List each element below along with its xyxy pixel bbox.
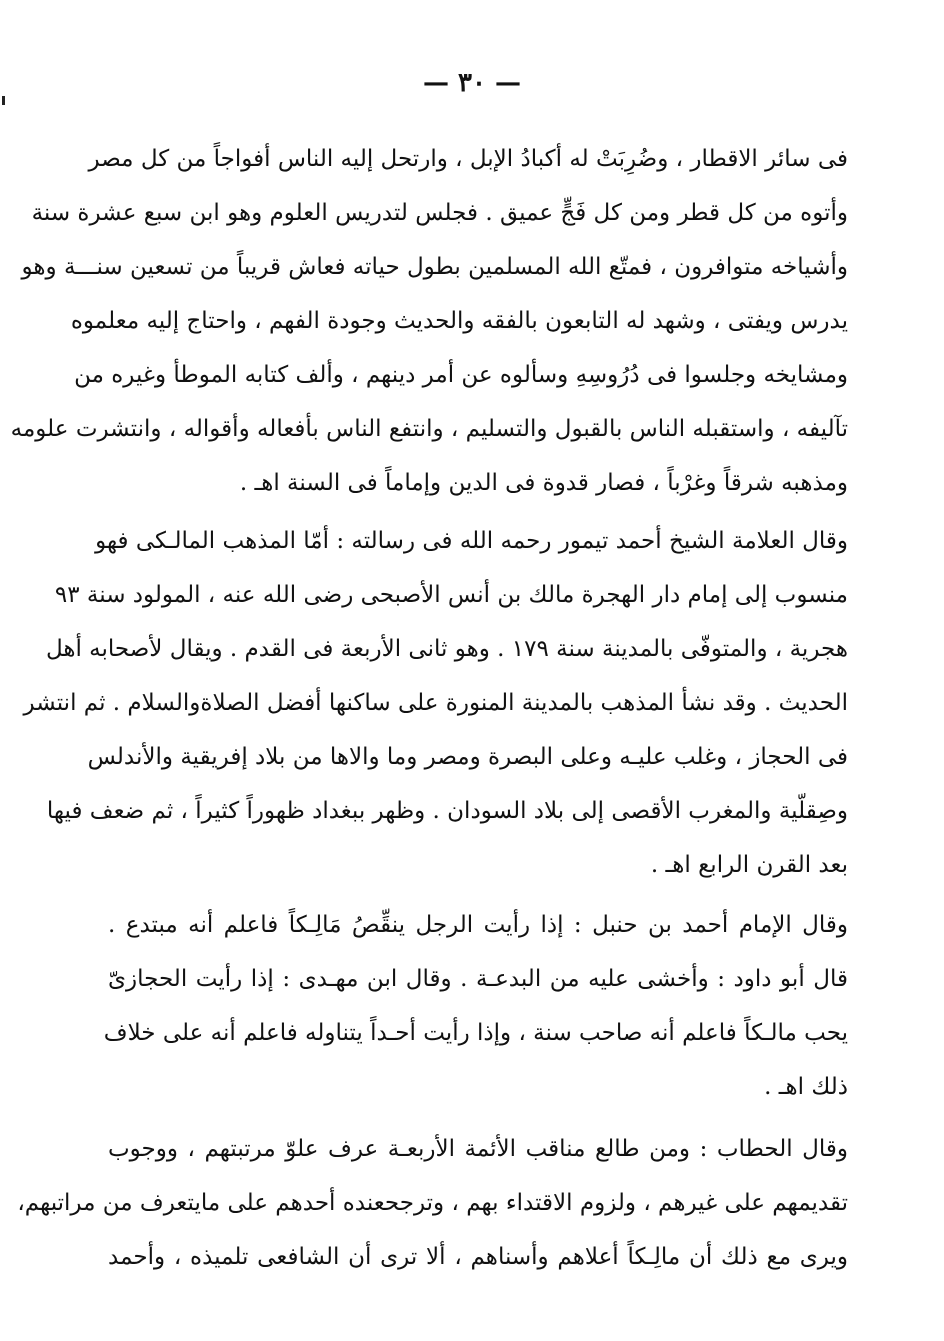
text-line: ومذهبه شرقاً وغرْباً ، فصار قدوة فى الدين وإماماً فى السنة اهـ .: [239, 470, 848, 496]
text-line: وقال الإمام أحمد بن حنبل : إذا رأيت الرجل ينقِّصُ مَالِـكاً فاعلم أنه مبتدع .: [108, 912, 848, 938]
body-text: [10, 132, 848, 1284]
text-line: هجرية ، والمتوفّى بالمدينة سنة ١٧٩ . وهو ثانى الأربعة فى القدم . ويقال لأصحابه أهل: [45, 636, 848, 662]
text-line: وقال العلامة الشيخ أحمد تيمور رحمه الله فى رسالته : أمّا المذهب المالـكى فهو: [95, 528, 848, 554]
page-number: — ٣٠ —: [422, 68, 522, 98]
text-line: تقديمهم على غيرهم ، ولزوم الاقتداء بهم ، وترجحعنده أحدهم على مايتعرف من مراتبهم،: [17, 1190, 848, 1216]
text-line: ومشايخه وجلسوا فى دُرُوسِهِ وسألوه عن أمر دينهم ، وألف كتابه الموطأ وغيره من: [74, 362, 848, 388]
paragraph-3: [103, 898, 848, 1114]
text-line: فى الحجاز ، وغلب عليـه وعلى البصرة ومصر وما والاها من بلاد إفريقية والأندلس: [87, 744, 848, 770]
text-line: ذلك اهـ .: [764, 1074, 848, 1100]
paragraph-4: [17, 1122, 848, 1284]
text-line: وأشياخه متوافرون ، فمتّع الله المسلمين بطول حياته فعاش قريباً من تسعين سنـــة وهو: [21, 254, 848, 280]
text-line: الحديث . وقد نشأ المذهب بالمدينة المنورة على ساكنها أفضل الصلاةوالسلام . ثم انتشر: [23, 690, 848, 716]
paragraph-2: [23, 514, 848, 892]
text-line: قال أبو داود : وأخشى عليه من البدعـة . وقال ابن مهـدى : إذا رأيت الحجازىّ: [108, 966, 848, 992]
text-line: وأتوه من كل قطر ومن كل فَجٍّ عميق . فجلس لتدريس العلوم وهو ابن سبع عشرة سنة: [31, 200, 848, 226]
text-line: بعد القرن الرابع اهـ .: [650, 852, 848, 878]
text-line: وقال الحطاب : ومن طالع مناقب الأئمة الأربعـة عرف علوّ مرتبتهم ، ووجوب: [108, 1136, 848, 1162]
text-line: فى سائر الاقطار ، وضُرِبَتْ له أكبادُ الإبل ، وارتحل إليه الناس أفواجاً من كل مصر: [88, 146, 848, 172]
text-line: منسوب إلى إمام دار الهجرة مالك بن أنس الأصبحى رضى الله عنه ، المولود سنة ٩٣: [54, 582, 848, 608]
text-line: ويرى مع ذلك أن مالِـكاً أعلاهم وأسناهم ، ألا ترى أن الشافعى تلميذه ، وأحمد: [108, 1244, 848, 1270]
text-line: تآليفه ، واستقبله الناس بالقبول والتسليم ، وانتفع الناس بأفعاله وأقواله ، وانتشرت علومه: [10, 416, 848, 442]
text-line: وصِقلّية والمغرب الأقصى إلى بلاد السودان . وظهر ببغداد ظهوراً كثيراً ، ثم ضعف فيها: [46, 798, 848, 824]
paragraph-1: [10, 132, 848, 510]
text-line: يحب مالـكاً فاعلم أنه صاحب سنة ، وإذا رأيت أحـداً يتناوله فاعلم أنه على خلاف: [103, 1020, 848, 1046]
text-line: يدرس ويفتى ، وشهد له التابعون بالفقه والحديث وجودة الفهم ، واحتاج إليه معلموه: [70, 308, 848, 334]
